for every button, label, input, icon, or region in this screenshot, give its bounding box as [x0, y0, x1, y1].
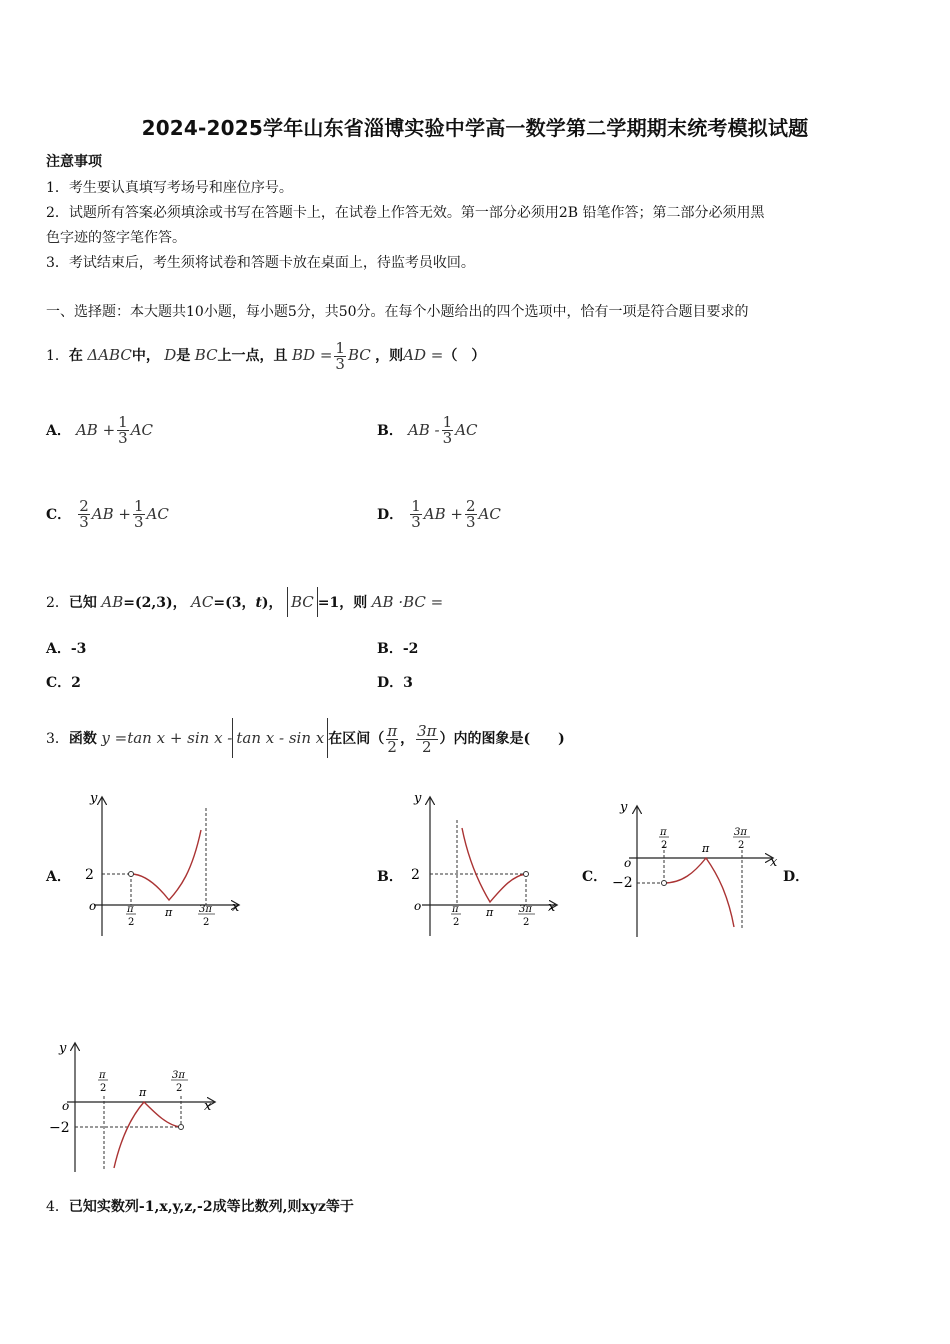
svg-text:2: 2 [128, 917, 135, 928]
svg-text:y: y [620, 800, 628, 815]
notice-line-4: 3．考试结束后，考生须将试卷和答题卡放在桌面上，待监考员收回。 [46, 255, 475, 271]
notice-heading: 注意事项 [46, 154, 102, 170]
open-point [524, 872, 529, 877]
option-2b[interactable]: B．-2 [377, 641, 419, 657]
svg-text:2: 2 [453, 917, 460, 928]
svg-text:x: x [548, 900, 556, 915]
graph-c [612, 795, 782, 940]
graph-d [44, 1038, 224, 1178]
notice-line-2: 2．试题所有答案必须填涂或书写在答题卡上，在试卷上作答无效。第一部分必须用2B 铅笔作答；第二部分必须用黑 [46, 205, 765, 221]
svg-text:y: y [59, 1041, 67, 1056]
option-1c[interactable]: C． $\frac{2}{3}$ AB + $\frac{1}{3}$ AC [46, 497, 169, 531]
notice-line-1: 1．考生要认真填写考场号和座位序号。 [46, 180, 293, 196]
open-point [179, 1125, 184, 1130]
notice-line-3: 色字迹的签字笔作答。 [46, 230, 186, 246]
curve [462, 828, 526, 902]
svg-text:o: o [414, 899, 422, 913]
svg-text:π: π [99, 1070, 106, 1081]
svg-text:2: 2 [411, 867, 420, 883]
svg-text:2: 2 [738, 840, 745, 851]
open-point [662, 881, 667, 886]
open-point [129, 872, 134, 877]
option-3b[interactable]: B． [377, 869, 403, 885]
svg-text:π: π [702, 842, 710, 855]
curve [114, 1102, 181, 1168]
question-number: 1． [46, 348, 69, 364]
graph-b [408, 790, 568, 940]
option-2c[interactable]: C．2 [46, 675, 81, 691]
graph-a [80, 790, 250, 940]
question-4: 4．已知实数列-1,x,y,z,-2成等比数列,则xyz等于 [46, 1199, 354, 1215]
option-2d[interactable]: D．3 [377, 675, 413, 691]
section-heading: 一、选择题：本大题共10小题，每小题5分，共50分。在每个小题给出的四个选项中，恰有一项是符合题目要求的 [46, 304, 749, 320]
option-3c[interactable]: C． [582, 869, 608, 885]
svg-text:x: x [204, 1099, 212, 1114]
option-3a[interactable]: A． [46, 869, 71, 885]
question-2: 2．已知 AB=(2,3)， AC=(3，t)， BC =1，则 AB ·BC = [46, 587, 443, 618]
option-3d[interactable]: D． [783, 869, 810, 885]
option-1d[interactable]: D． $\frac{1}{3}$ AB + $\frac{2}{3}$ AC [377, 497, 501, 531]
svg-text:3π: 3π [199, 904, 212, 915]
svg-text:3π: 3π [172, 1070, 185, 1081]
svg-text:−2: −2 [49, 1120, 70, 1136]
svg-text:π: π [486, 906, 494, 919]
svg-text:x: x [232, 900, 240, 915]
svg-text:π: π [127, 904, 134, 915]
svg-text:o: o [62, 1099, 70, 1113]
svg-text:2: 2 [176, 1083, 183, 1094]
svg-text:2: 2 [203, 917, 210, 928]
svg-text:π: π [660, 827, 667, 838]
curve [131, 830, 201, 900]
svg-text:o: o [624, 856, 632, 870]
svg-text:π: π [165, 906, 173, 919]
svg-text:2: 2 [523, 917, 530, 928]
option-1b[interactable]: B． AB - $\frac{1}{3}$ AC [377, 413, 478, 447]
svg-text:y: y [90, 791, 98, 806]
svg-text:π: π [139, 1086, 147, 1099]
option-1a[interactable]: A． AB + $\frac{1}{3}$ AC [46, 413, 154, 447]
question-1: 1．在 ΔABC中， D是 BC上一点，且 BD = $\frac{1}{3}$ BC ，则AD =（ ） [46, 338, 486, 373]
question-3: 3．函数 y =tan x + sin x - tan x - sin x 在区间（ $\frac{\pi}{2}$ ， $\frac{3\pi}{2}$ ）内的图象是( ) [46, 718, 565, 759]
svg-text:o: o [89, 899, 97, 913]
svg-text:−2: −2 [612, 875, 633, 891]
option-2a[interactable]: A．-3 [46, 641, 87, 657]
curve [664, 858, 734, 927]
svg-text:3π: 3π [519, 904, 532, 915]
svg-text:2: 2 [100, 1083, 107, 1094]
svg-text:π: π [452, 904, 459, 915]
svg-text:2: 2 [85, 867, 94, 883]
svg-text:x: x [770, 855, 778, 870]
svg-text:2: 2 [661, 840, 668, 851]
page-title: 2024-2025学年山东省淄博实验中学高一数学第二学期期末统考模拟试题 [141, 116, 809, 140]
svg-text:y: y [414, 791, 422, 806]
svg-text:3π: 3π [734, 827, 747, 838]
